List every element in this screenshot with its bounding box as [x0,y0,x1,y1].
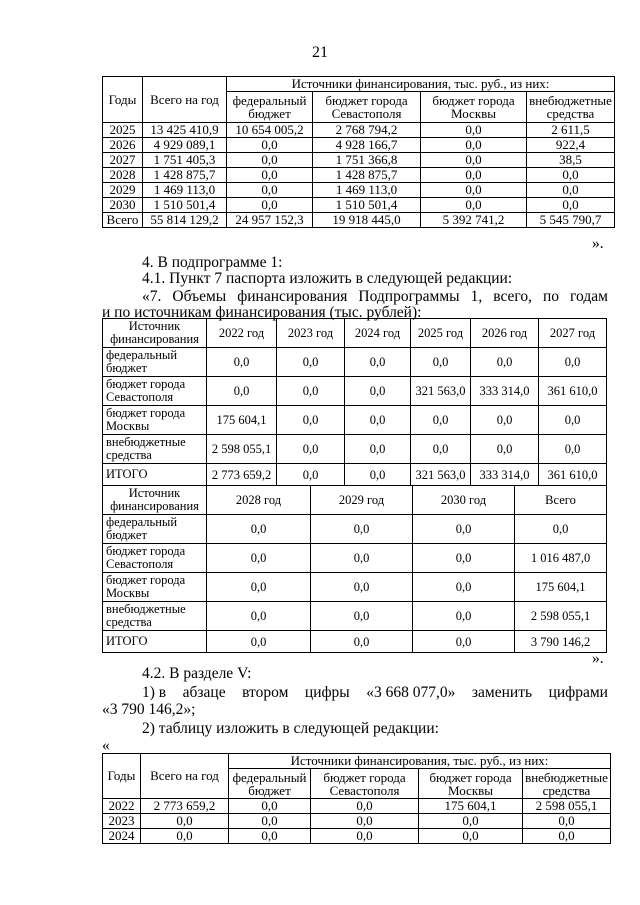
table-cell: 0,0 [421,138,527,153]
table-cell: 0,0 [207,515,311,544]
row-label: бюджет города Севастополя [103,377,207,406]
row-label: бюджет города Москвы [103,573,207,602]
table-cell: 922,4 [527,138,615,153]
subprogram-funding-table-2028-2030 [102,485,607,653]
col-year-header: 2025 год [411,319,471,348]
table-cell: 0,0 [277,348,345,377]
table-cell: 0,0 [141,829,229,844]
paragraph-1-line-1 [142,684,608,702]
table-cell: 38,5 [527,153,615,168]
table-cell: 0,0 [345,464,411,486]
row-label: федеральный бюджет [103,515,207,544]
table-row [103,573,607,602]
table-cell: 2 773 659,2 [207,464,277,486]
table-cell: 55 814 129,2 [143,213,227,228]
table-cell: 2 768 794,2 [313,123,421,138]
table-cell: 0,0 [207,573,311,602]
word: втором [242,684,289,701]
table-cell: 4 928 166,7 [313,138,421,153]
table-cell: 0,0 [311,829,419,844]
table-row [103,515,607,544]
table-cell: 0,0 [227,183,313,198]
table-cell: 1 510 501,4 [143,198,227,213]
col-year-header: 2030 год [413,486,515,515]
table-cell: 0,0 [421,168,527,183]
paragraph-2: 2) таблицу изложить в следующей редакции: [142,720,439,737]
table-cell: 2 598 055,1 [523,799,611,814]
table-cell: 4 929 089,1 [143,138,227,153]
table-cell: 0,0 [345,377,411,406]
table-cell: 0,0 [515,515,607,544]
table-cell: Всего [103,213,143,228]
word: абзаце [182,684,226,701]
closing-quote: ». [592,235,604,252]
col-year-header: 2027 год [539,319,607,348]
table-cell: 5 392 741,2 [421,213,527,228]
table-cell: 1 510 501,4 [313,198,421,213]
table-cell: 0,0 [527,183,615,198]
table-cell: 321 563,0 [411,464,471,486]
table-cell: 0,0 [413,515,515,544]
row-label: ИТОГО [103,464,207,486]
col-year-header: 2029 год [311,486,413,515]
table-cell: 0,0 [527,168,615,183]
table-total-row [103,213,615,228]
col-extra-budget-header: внебюджетные средства [527,92,615,123]
table-cell: 0,0 [421,123,527,138]
table-cell: 0,0 [277,464,345,486]
table-cell: 2030 [103,198,143,213]
word: Объемы [172,288,227,305]
col-total-header: Всего [515,486,607,515]
table-cell: 321 563,0 [411,377,471,406]
table-row [103,168,615,183]
table-cell: 0,0 [419,829,523,844]
table-cell: 0,0 [413,602,515,631]
table-cell: 2023 [103,814,141,829]
table-cell: 2029 [103,183,143,198]
table-cell: 2026 [103,138,143,153]
table-cell: 2022 [103,799,141,814]
table-row [103,183,615,198]
table-cell: 0,0 [277,406,345,435]
table-cell: 1 469 113,0 [313,183,421,198]
table-row [103,602,607,631]
word: «7. [142,288,162,305]
col-federal-header: федеральный бюджет [227,92,313,123]
table-cell: 0,0 [311,799,419,814]
col-sevastopol-header: бюджет города Севастополя [313,92,421,123]
table-cell: 0,0 [229,799,311,814]
table-row [103,544,607,573]
table-cell: 0,0 [411,406,471,435]
row-label: бюджет города Москвы [103,406,207,435]
table-cell: 0,0 [345,406,411,435]
table-cell: 0,0 [345,435,411,464]
table-cell: 0,0 [413,544,515,573]
table-cell: 3 790 146,2 [515,631,607,653]
col-years-header: Годы [103,754,141,799]
col-year-header: 2024 год [345,319,411,348]
table-cell: 10 654 005,2 [227,123,313,138]
sources-header: Источники финансирования, тыс. руб., из них: [229,754,611,769]
table-cell: 0,0 [207,377,277,406]
table-row [103,153,615,168]
table-cell: 0,0 [421,153,527,168]
col-year-header: 2022 год [207,319,277,348]
col-sevastopol-header: бюджет города Севастополя [311,769,419,799]
table-cell: 0,0 [411,348,471,377]
col-moscow-header: бюджет города Москвы [419,769,523,799]
table-row [103,814,611,829]
row-label: внебюджетные средства [103,435,207,464]
word: цифры [304,684,350,701]
col-year-header: 2026 год [471,319,539,348]
table-cell: 1 428 875,7 [313,168,421,183]
word: годам [570,288,608,305]
table-cell: 0,0 [229,814,311,829]
table-row [103,829,611,844]
table-cell: 0,0 [277,435,345,464]
table-cell: 0,0 [311,515,413,544]
table-cell: 0,0 [413,631,515,653]
table-total-row [103,631,607,653]
table-cell: 0,0 [207,348,277,377]
table-cell: 24 957 152,3 [227,213,313,228]
table-cell: 0,0 [311,602,413,631]
opening-quote: « [102,737,110,754]
table-cell: 0,0 [227,198,313,213]
table-cell: 0,0 [207,544,311,573]
paragraph-4-1: 4.1. Пункт 7 паспорта изложить в следующей редакции: [142,270,513,287]
funding-by-year-table [102,76,615,228]
table-cell: 13 425 410,9 [143,123,227,138]
table-cell: 0,0 [523,814,611,829]
table-row [103,138,615,153]
table-cell: 0,0 [311,573,413,602]
subprogram-funding-table-2022-2027 [102,318,607,486]
table-cell: 2028 [103,168,143,183]
funding-by-year-table-section-v [102,753,611,844]
word: «3 668 077,0» [366,684,456,701]
table-cell: 19 918 445,0 [313,213,421,228]
table-cell: 0,0 [311,814,419,829]
table-cell: 0,0 [471,435,539,464]
col-source-header: Источник финансирования [103,319,207,348]
word: цифрами [548,684,608,701]
table-row [103,406,607,435]
table-cell: 0,0 [227,168,313,183]
col-moscow-header: бюджет города Москвы [421,92,527,123]
col-years-header: Годы [103,77,143,123]
table-cell: 2 773 659,2 [141,799,229,814]
table-cell: 175 604,1 [207,406,277,435]
col-federal-header: федеральный бюджет [229,769,311,799]
table-cell: 2025 [103,123,143,138]
col-year-header: 2023 год [277,319,345,348]
table-cell: 0,0 [227,138,313,153]
table-cell: 1 428 875,7 [143,168,227,183]
table-cell: 0,0 [471,348,539,377]
table-cell: 1 751 405,3 [143,153,227,168]
table-cell: 0,0 [539,406,607,435]
table-cell: 0,0 [539,435,607,464]
table-cell: 0,0 [471,406,539,435]
paragraph-7-line-2: и по источникам финансирования (тыс. рублей): [102,304,422,321]
row-label: бюджет города Севастополя [103,544,207,573]
table-cell: 0,0 [141,814,229,829]
word: по [543,288,560,305]
table-cell: 2 611,5 [527,123,615,138]
word: всего, [493,288,532,305]
table-cell: 1 016 487,0 [515,544,607,573]
table-cell: 0,0 [421,198,527,213]
table-cell: 0,0 [207,602,311,631]
word: 1) в [142,684,167,701]
table-cell: 0,0 [419,814,523,829]
table-total-row [103,464,607,486]
table-cell: 1 469 113,0 [143,183,227,198]
table-cell: 0,0 [311,631,413,653]
word: 1, [470,288,483,305]
table-cell: 175 604,1 [419,799,523,814]
table-cell: 0,0 [229,829,311,844]
table-cell: 0,0 [227,153,313,168]
table-cell: 175 604,1 [515,573,607,602]
table-cell: 0,0 [413,573,515,602]
table-cell: 0,0 [311,544,413,573]
row-label: внебюджетные средства [103,602,207,631]
col-source-header: Источник финансирования [103,486,207,515]
closing-quote: ». [592,650,604,667]
table-cell: 1 751 366,8 [313,153,421,168]
sources-header: Источники финансирования, тыс. руб., из них: [227,77,615,92]
col-year-header: 2028 год [207,486,311,515]
word: финансирования [237,288,348,305]
table-cell: 2024 [103,829,141,844]
table-cell: 333 314,0 [471,377,539,406]
table-cell: 2027 [103,153,143,168]
paragraph-1-line-2: «3 790 146,2»; [102,701,196,718]
table-row [103,435,607,464]
table-cell: 0,0 [411,435,471,464]
col-total-header: Всего на год [141,754,229,799]
paragraph-4: 4. В подпрограмме 1: [142,254,283,271]
table-cell: 5 545 790,7 [527,213,615,228]
table-row [103,198,615,213]
table-cell: 0,0 [421,183,527,198]
table-row [103,377,607,406]
table-cell: 2 598 055,1 [207,435,277,464]
col-extra-budget-header: внебюджетные средства [523,769,611,799]
row-label: ИТОГО [103,631,207,653]
table-cell: 0,0 [527,198,615,213]
col-total-header: Всего на год [143,77,227,123]
paragraph-4-2: 4.2. В разделе V: [142,665,252,682]
page-number: 21 [312,44,328,61]
table-cell: 0,0 [277,377,345,406]
word: заменить [471,684,533,701]
table-cell: 0,0 [523,829,611,844]
table-row [103,123,615,138]
table-cell: 0,0 [539,348,607,377]
table-cell: 0,0 [345,348,411,377]
row-label: федеральный бюджет [103,348,207,377]
table-cell: 0,0 [207,631,311,653]
word: Подпрограммы [358,288,460,305]
table-cell: 333 314,0 [471,464,539,486]
table-cell: 361 610,0 [539,377,607,406]
table-cell: 361 610,0 [539,464,607,486]
table-cell: 2 598 055,1 [515,602,607,631]
table-row [103,799,611,814]
table-row [103,348,607,377]
